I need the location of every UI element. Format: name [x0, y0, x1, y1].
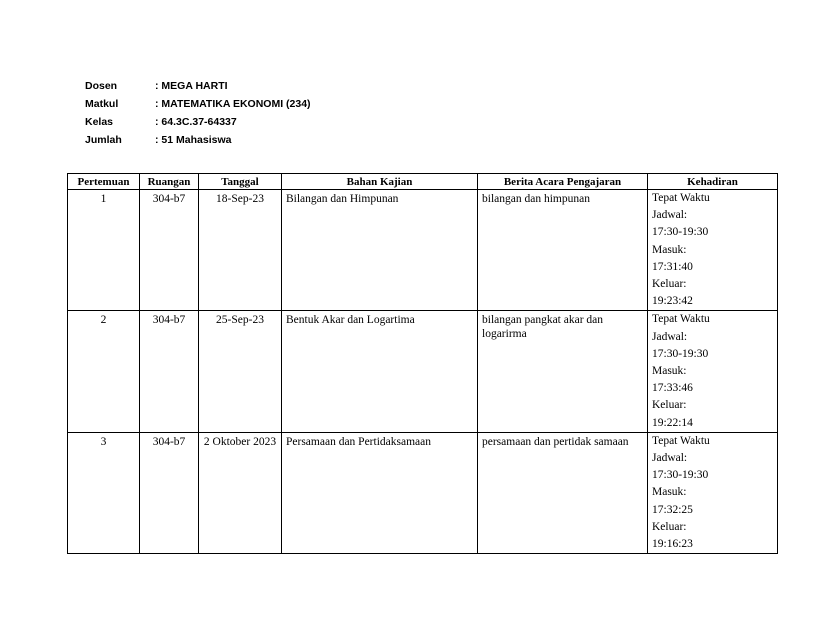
- cell-ruangan: 304-b7: [140, 190, 199, 311]
- cell-bahan-kajian: Bilangan dan Himpunan: [282, 190, 478, 311]
- attendance-line: 19:23:42: [652, 295, 693, 308]
- attendance-line: 17:30-19:30: [652, 469, 709, 482]
- cell-tanggal: 25-Sep-23: [199, 311, 282, 432]
- cell-berita-acara: bilangan pangkat akar dan logarirma: [478, 311, 648, 432]
- attendance-line: Masuk:: [652, 243, 687, 256]
- attendance-line: 17:33:46: [652, 382, 693, 395]
- attendance-line: Keluar:: [652, 399, 687, 412]
- info-label: Matkul: [85, 98, 119, 110]
- header-kehadiran: Kehadiran: [648, 174, 778, 190]
- cell-berita-acara: persamaan dan pertidak samaan: [478, 432, 648, 553]
- teaching-schedule-table: [67, 173, 778, 554]
- attendance-status: Tepat Waktu: [652, 313, 710, 326]
- attendance-line: 17:30-19:30: [652, 226, 709, 239]
- cell-kehadiran: [648, 432, 778, 553]
- cell-pertemuan: 1: [68, 190, 140, 311]
- attendance-line: 17:30-19:30: [652, 347, 709, 360]
- info-value: : 51 Mahasiswa: [155, 134, 232, 146]
- attendance-line: Masuk:: [652, 365, 687, 378]
- table-header-row: [68, 174, 778, 190]
- cell-kehadiran: [648, 311, 778, 432]
- header-tanggal: Tanggal: [199, 174, 282, 190]
- cell-kehadiran: [648, 190, 778, 311]
- cell-ruangan: 304-b7: [140, 432, 199, 553]
- attendance-status: Tepat Waktu: [652, 434, 710, 447]
- attendance-line: Jadwal:: [652, 209, 688, 222]
- cell-tanggal: 2 Oktober 2023: [199, 432, 282, 553]
- attendance-line: 19:16:23: [652, 538, 693, 551]
- cell-bahan-kajian: Persamaan dan Pertidaksamaan: [282, 432, 478, 553]
- attendance-line: Jadwal:: [652, 452, 688, 465]
- table-row: [68, 432, 778, 553]
- attendance-line: 17:31:40: [652, 260, 693, 273]
- attendance-line: 19:22:14: [652, 416, 693, 429]
- attendance-line: 17:32:25: [652, 503, 693, 516]
- info-label: Kelas: [85, 116, 114, 128]
- info-value: : MEGA HARTI: [155, 80, 228, 92]
- attendance-line: Keluar:: [652, 278, 687, 291]
- info-value: : 64.3C.37-64337: [155, 116, 237, 128]
- attendance-line: Keluar:: [652, 520, 687, 533]
- attendance-line: Jadwal:: [652, 330, 688, 343]
- attendance-status: Tepat Waktu: [652, 192, 710, 204]
- cell-tanggal: 18-Sep-23: [199, 190, 282, 311]
- info-label: Dosen: [85, 80, 118, 92]
- header-pertemuan: Pertemuan: [68, 174, 140, 190]
- info-value: : MATEMATIKA EKONOMI (234): [155, 98, 311, 110]
- header-bahan-kajian: Bahan Kajian: [282, 174, 478, 190]
- cell-berita-acara: bilangan dan himpunan: [478, 190, 648, 311]
- cell-bahan-kajian: Bentuk Akar dan Logartima: [282, 311, 478, 432]
- info-label: Jumlah: [85, 134, 122, 146]
- header-ruangan: Ruangan: [140, 174, 199, 190]
- table-row: [68, 190, 778, 311]
- attendance-line: Masuk:: [652, 486, 687, 499]
- cell-pertemuan: 3: [68, 432, 140, 553]
- table-row: [68, 311, 778, 432]
- cell-ruangan: 304-b7: [140, 311, 199, 432]
- cell-pertemuan: 2: [68, 311, 140, 432]
- header-berita-acara: Berita Acara Pengajaran: [478, 174, 648, 190]
